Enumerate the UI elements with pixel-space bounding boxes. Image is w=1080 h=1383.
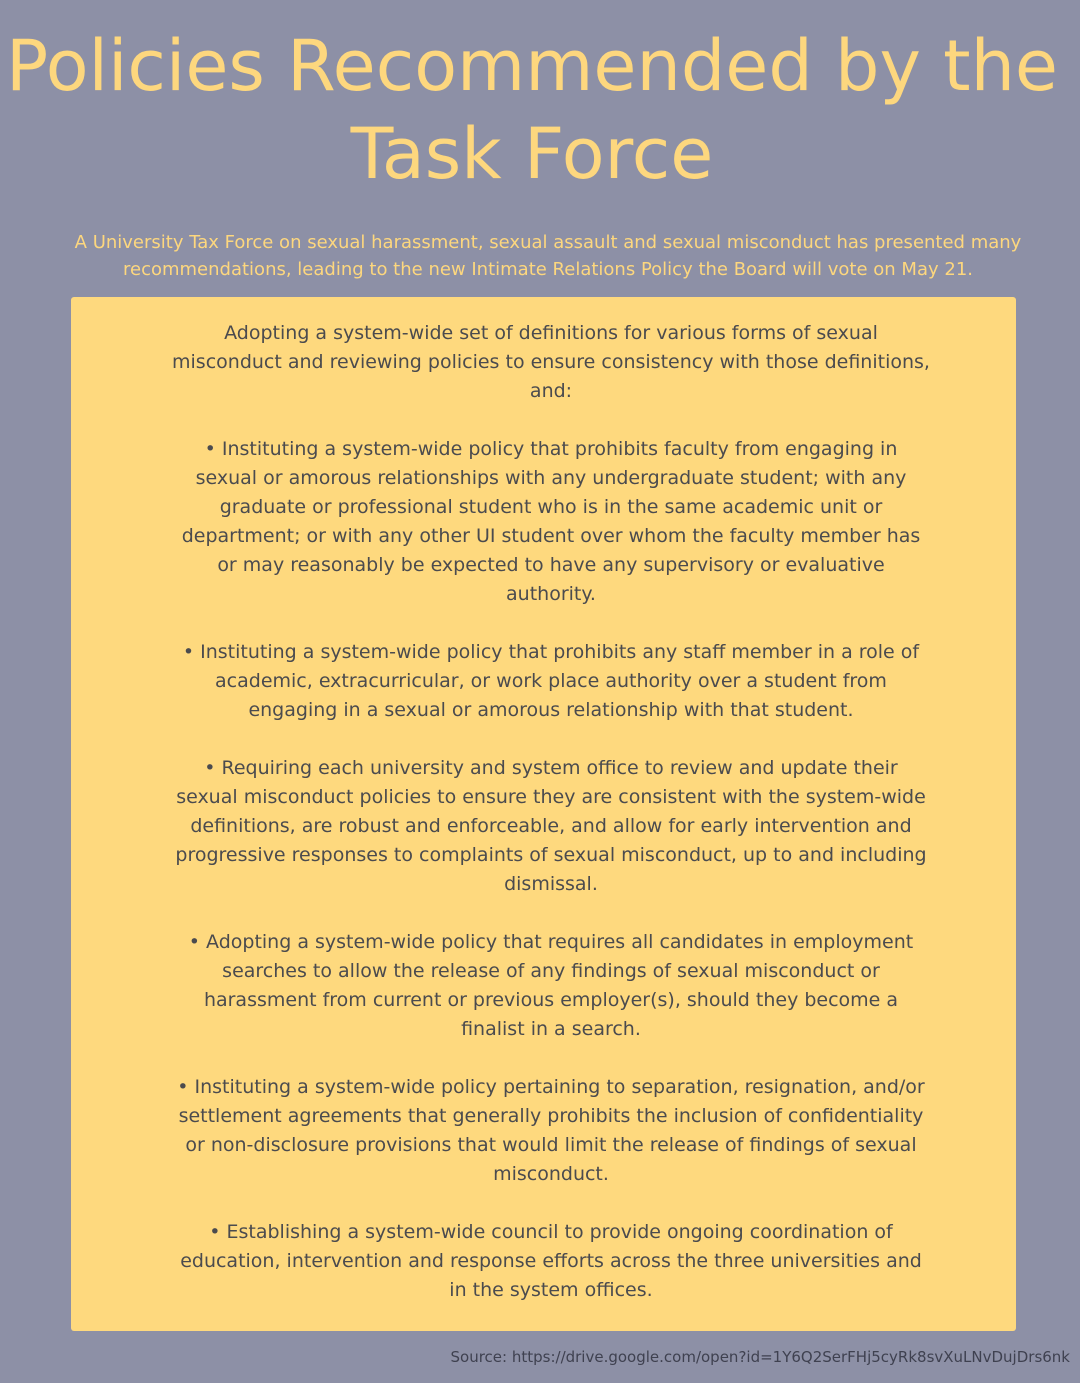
- page-title: Policies Recommended by the Task Force: [5, 25, 1059, 195]
- bullet-system-council: • Establishing a system-wide council to provide ongoing coordination of education, intervention and response efforts across the three universities and in the system offices.: [180, 1221, 922, 1301]
- subtitle: A University Tax Force on sexual harassment, sexual assault and sexual misconduct has presented many recommendations, leading to the new Intimate Relations Policy the Board will vote on May 21.: [74, 232, 1022, 280]
- recommendations-list: [171, 319, 931, 1334]
- bullet-policy-review: • Requiring each university and system office to review and update their sexual misconduct policies to ensure they are consistent with the system-wide definitions, are robust and enforceable, and allow for early intervention and progressive responses to complaints of sexual misconduct, up to and including dismissal.: [175, 757, 927, 895]
- bullet-faculty-relationships: • Instituting a system-wide policy that prohibits faculty from engaging in sexual or amorous relationships with any undergraduate student; with any graduate or professional student who is in the same academic unit or department; or with any other UI student over whom the faculty member has or may reasonably be expected to have any supervisory or evaluative authority.: [181, 438, 921, 605]
- recommendations-card: [71, 297, 1016, 1331]
- source-link[interactable]: Source: https://drive.google.com/open?id=1Y6Q2SerFHj5cyRk8svXuLNvDujDrs6nk: [450, 1348, 1070, 1366]
- bullet-employment-searches: • Adopting a system-wide policy that requires all candidates in employment searches to allow the release of any findings of sexual misconduct or harassment from current or previous employer(s), should they become a finalist in a search.: [188, 931, 914, 1040]
- bullet-settlement-agreements: • Instituting a system-wide policy pertaining to separation, resignation, and/or settlement agreements that generally prohibits the inclusion of confidentiality or non-disclosure provisions that would limit the release of findings of sexual misconduct.: [177, 1076, 925, 1185]
- bullet-staff-relationships: • Instituting a system-wide policy that prohibits any staff member in a role of academic, extracurricular, or work place authority over a student from engaging in a sexual or amorous relationship with that student.: [182, 641, 920, 721]
- intro-paragraph: Adopting a system-wide set of definitions for various forms of sexual misconduct and reviewing policies to ensure consistency with those definitions, and:: [172, 322, 930, 402]
